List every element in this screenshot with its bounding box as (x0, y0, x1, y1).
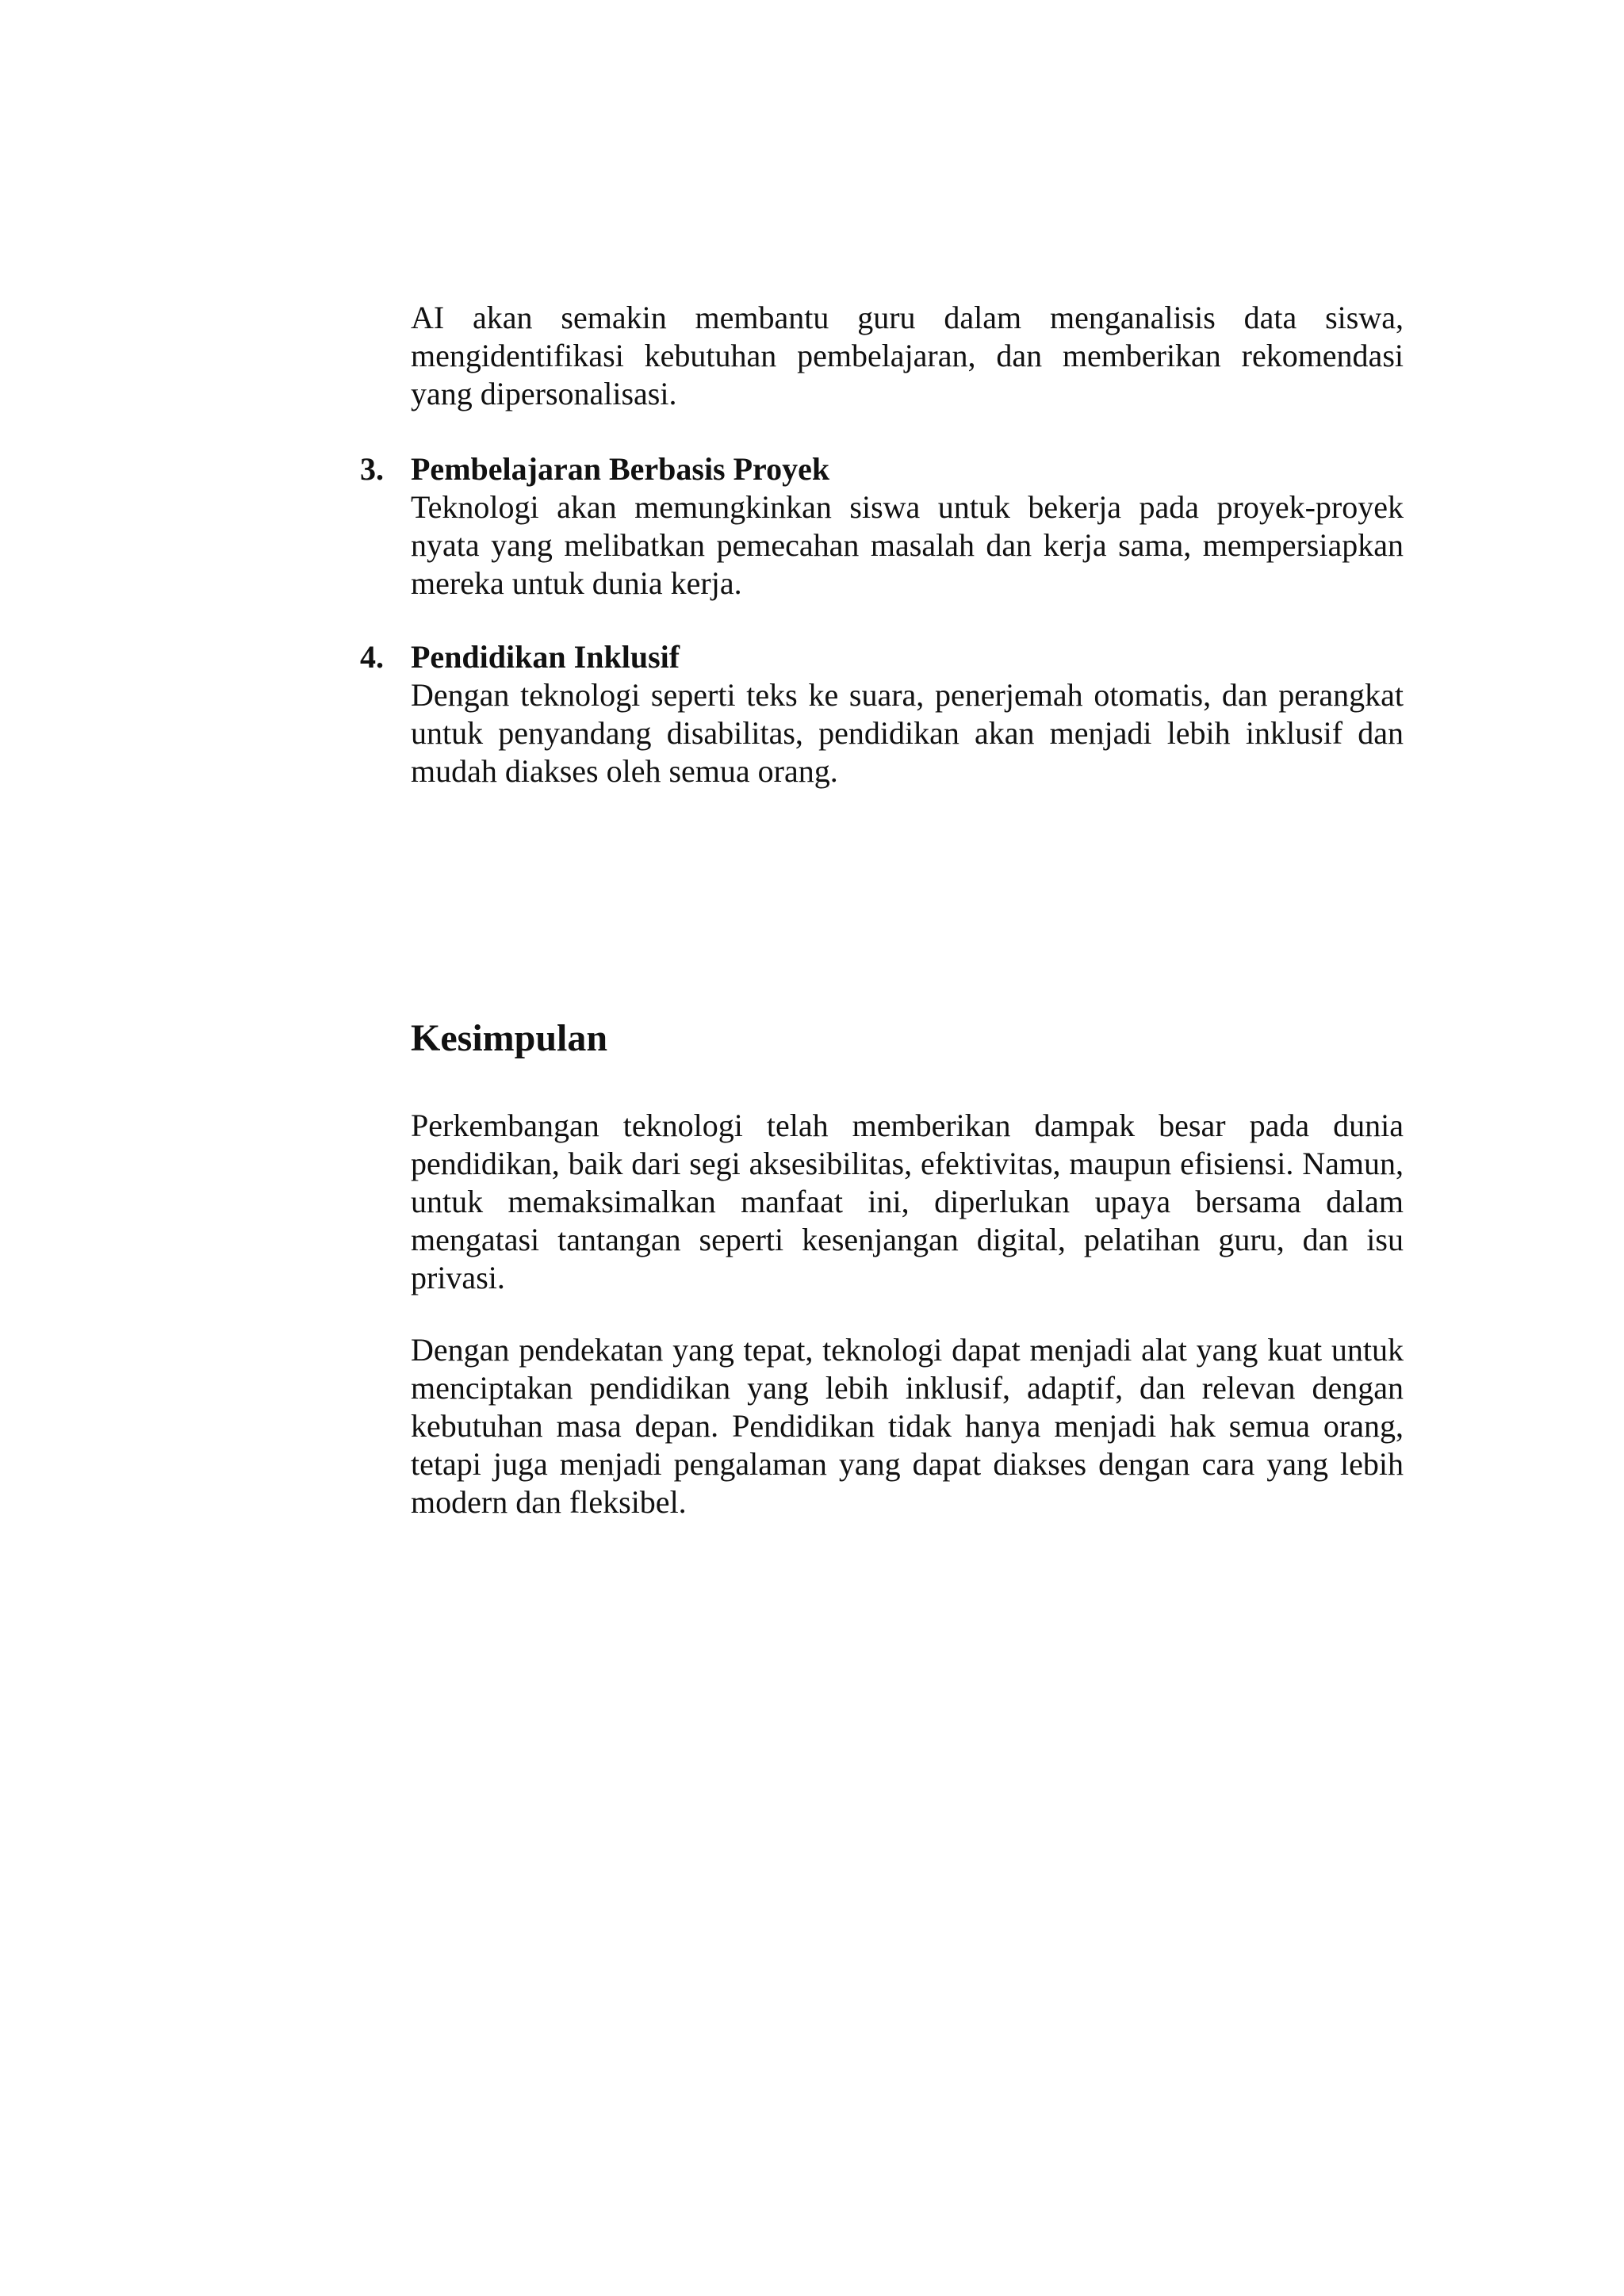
conclusion-paragraph-2-block (411, 1331, 1404, 1521)
conclusion-heading-block (411, 1016, 1404, 1061)
section-heading: Kesimpulan (411, 1017, 608, 1059)
list-item-4 (360, 638, 1404, 790)
list-number: 3. (360, 451, 384, 487)
conclusion-paragraph: Perkembangan teknologi telah memberikan dampak besar pada dunia pendidikan, baik dari segi aksesibilitas, efektivitas, maupun efisiensi. Namun, untuk memaksimalkan manfaat ini, diperlukan upaya bersama dalam mengatasi tantangan seperti kesenjangan digital, pelatihan guru, dan isu privasi. (411, 1108, 1404, 1295)
conclusion-paragraph-1-block (411, 1107, 1404, 1297)
list-item-title: Pembelajaran Berbasis Proyek (411, 451, 830, 487)
list-item-text: Teknologi akan memungkinkan siswa untuk bekerja pada proyek-proyek nyata yang melibatkan pemecahan masalah dan kerja sama, mempersiapkan mereka untuk dunia kerja. (411, 489, 1404, 601)
list-item-3 (360, 450, 1404, 603)
intro-paragraph: AI akan semakin membantu guru dalam menganalisis data siswa, mengidentifikasi kebutuhan pembelajaran, dan memberikan rekomendasi yang dipersonalisasi. (411, 300, 1404, 411)
conclusion-paragraph: Dengan pendekatan yang tepat, teknologi dapat menjadi alat yang kuat untuk menciptakan pendidikan yang lebih inklusif, adaptif, dan relevan dengan kebutuhan masa depan. Pendidikan tidak hanya menjadi hak semua orang, tetapi juga menjadi pengalaman yang dapat diakses dengan cara yang lebih modern dan fleksibel. (411, 1332, 1404, 1520)
list-item-text: Dengan teknologi seperti teks ke suara, penerjemah otomatis, dan perangkat untuk penyandang disabilitas, pendidikan akan menjadi lebih inklusif dan mudah diakses oleh semua orang. (411, 677, 1404, 789)
list-item-title: Pendidikan Inklusif (411, 639, 680, 675)
intro-paragraph-block (411, 299, 1404, 413)
list-number: 4. (360, 639, 384, 675)
